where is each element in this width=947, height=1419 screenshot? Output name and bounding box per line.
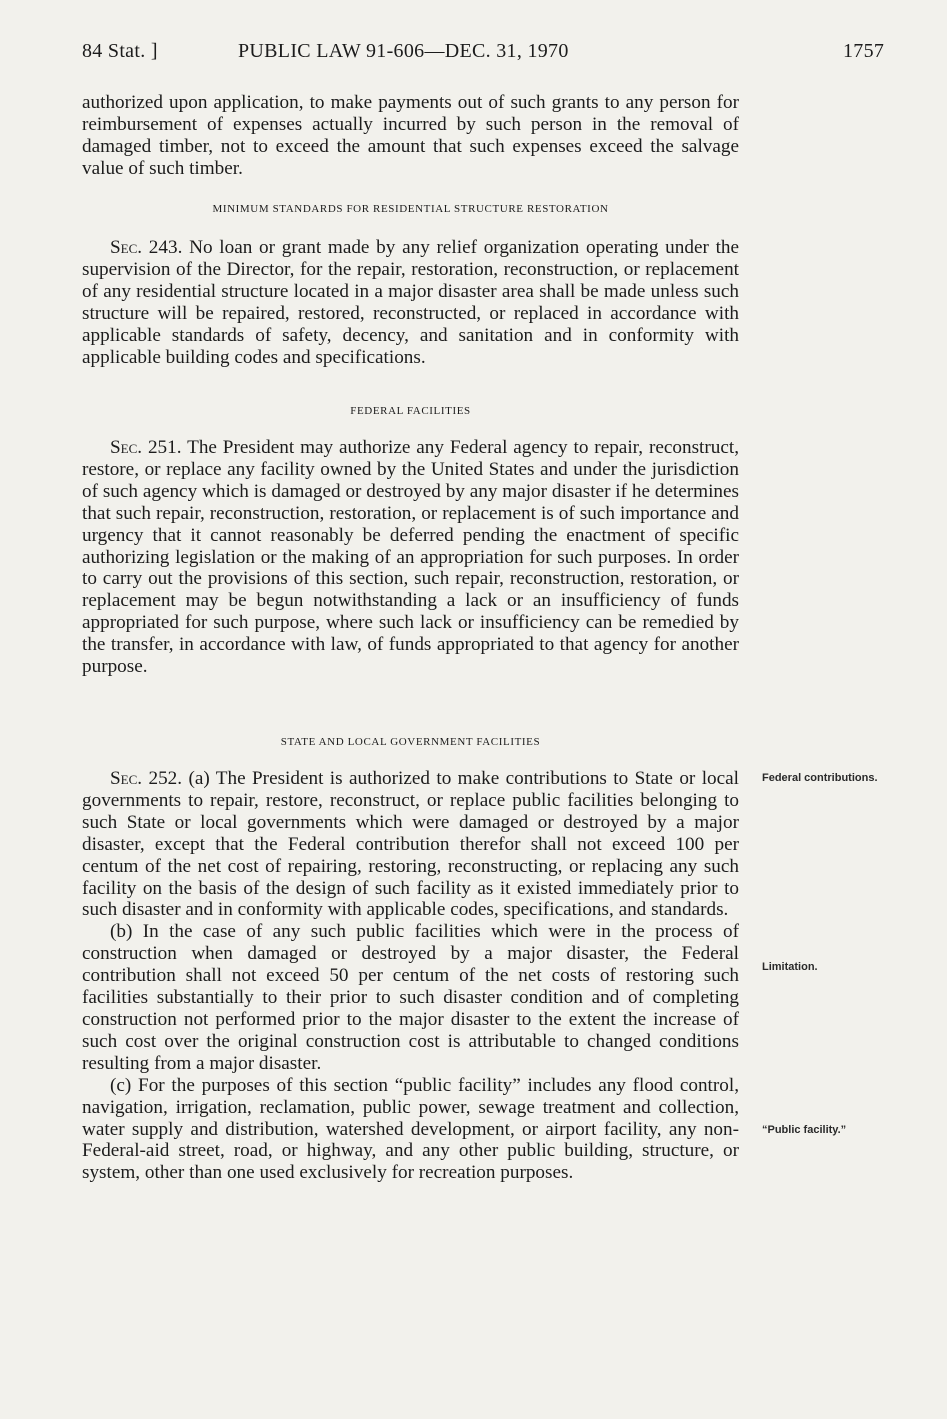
intro-block (82, 92, 739, 180)
volume-reference: 84 Stat. ] (82, 40, 158, 62)
section-heading: STATE AND LOCAL GOVERNMENT FACILITIES (280, 736, 541, 748)
section-243-body (82, 237, 739, 368)
section-heading: FEDERAL FACILITIES (350, 405, 471, 417)
margin-note-federal-contributions: Federal contributions. (762, 772, 878, 784)
section-251 (82, 405, 739, 417)
section-text: No loan or grant made by any relief organization operating under the supervision of the Director, for the repair, restoration, reconstruction, or replacement of any residential structure located in a major disaster area shall be made unless such structure will be repaired, restored, reconstructed, or replaced in accordance with applicable standards of safety, decency, and sanitation and in conformity with applicable building codes and specifications. (82, 237, 740, 368)
section-text: The President may authorize any Federal agency to repair, reconstruct, restore, or replace any facility owned by the United States and under the jurisdiction of such agency which is damaged or destroyed by any major disaster if he determines that such repair, reconstruction, restoration, or replacement is of such importance and urgency that it cannot reasonably be deferred pending the enactment of specific authorizing legislation or the making of an appropriation for such purposes. In order to carry out the provisions of this section, such repair, reconstruction, restoration, or replacement may be begun notwithstanding a lack or an insufficiency of funds appropriated for such purpose, where such lack or insufficiency can be remedied by the transfer, in accordance with law, of funds appropriated to that agency for another purpose. (82, 437, 739, 678)
section-label: Sec. 251. (110, 437, 182, 458)
margin-note-public-facility: “Public facility.” (762, 1124, 847, 1136)
section-paragraph (82, 437, 739, 678)
section-252-body (82, 768, 739, 1184)
section-paragraph-a (82, 768, 739, 921)
section-paragraph (82, 237, 739, 368)
margin-note-limitation: Limitation. (762, 961, 818, 973)
page-number: 1757 (843, 40, 885, 62)
section-paragraph-b: (b) In the case of any such public facilities which were in the process of construction when damaged or destroyed by a major disaster, the Federal contribution shall not exceed 50 per centum of the net costs of restoring such facilities substantially to their prior to such disaster condition and of completing construction not performed prior to the major disaster to the extent the increase of such cost over the original construction cost is attributable to changed conditions resulting from a major disaster. (82, 921, 739, 1074)
section-paragraph-c: (c) For the purposes of this section “public facility” includes any flood control, navigation, irrigation, reclamation, public power, sewage treatment and collection, water supply and distribution, watershed development, or airport facility, any non-Federal-aid street, road, or highway, and any other public building, structure, or system, other than one used exclusively for recreation purposes. (82, 1074, 739, 1184)
section-heading: MINIMUM STANDARDS FOR RESIDENTIAL STRUCTURE RESTORATION (212, 203, 609, 215)
section-label: Sec. 252. (110, 768, 183, 789)
law-title: PUBLIC LAW 91-606—DEC. 31, 1970 (238, 40, 569, 62)
section-243 (82, 203, 739, 215)
section-252 (82, 736, 739, 748)
section-251-body (82, 437, 739, 678)
intro-paragraph: authorized upon application, to make payments out of such grants to any person for reimbursement of expenses actually incurred by such person in the removal of damaged timber, not to exceed the amount that such expenses exceed the salvage value of such timber. (82, 92, 739, 179)
section-text-a: (a) The President is authorized to make contributions to State or local governments to repair, restore, reconstruct, or replace public facilities belonging to such State or local governments which were damaged or destroyed by a major disaster, except that the Federal contribution therefor shall not exceed 100 per centum of the net cost of repairing, restoring, reconstructing, or replacing any such facility on the basis of the design of such facility as it existed immediately prior to such disaster and in conformity with applicable codes, specifications, and standards. (82, 768, 739, 921)
section-label: Sec. 243. (110, 237, 183, 258)
